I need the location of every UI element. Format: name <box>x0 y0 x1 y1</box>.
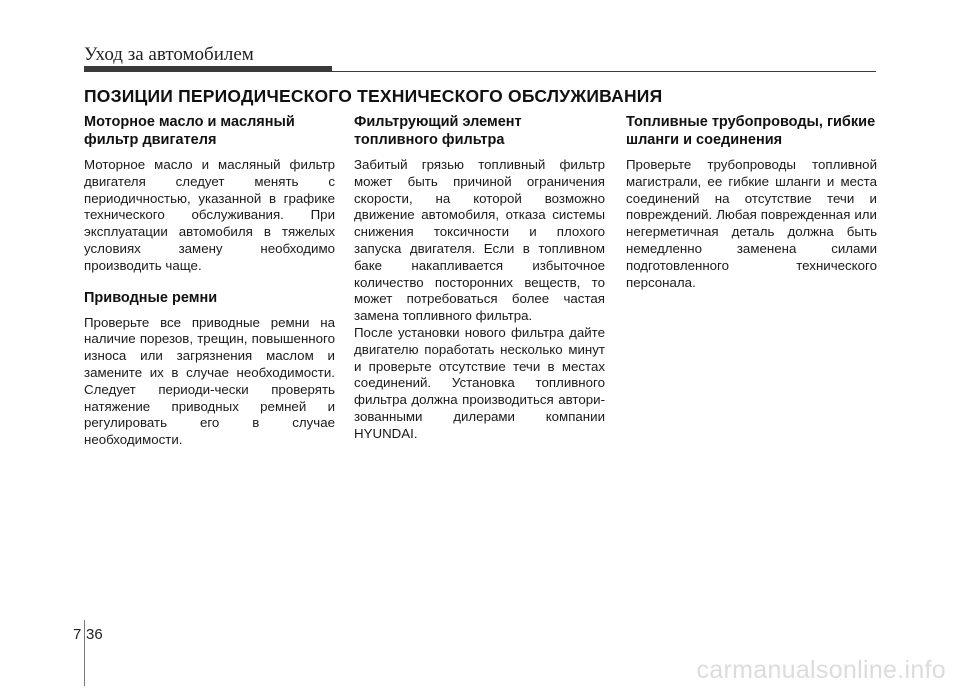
paragraph-engine-oil: Моторное масло и масляный фильтр двигателя следует менять с периодичностью, указанной в графике технического обслуживания. При эксплуатации автомобиля в тяжелых условиях замену необходимо производить чаще. <box>84 157 335 273</box>
heading-fuel-filter: Фильтрующий элемент топливного фильтра <box>354 114 522 148</box>
page-number <box>73 626 103 643</box>
paragraph-drive-belts: Проверьте все приводные ремни на наличие порезов, трещин, повышенного износа или загрязнения маслом и замените их в случае необходимости. Следует периоди-чески проверять натяжение приводных ремней и регулировать его в случае необходимости. <box>84 314 335 448</box>
chapter-title: Уход за автомобилем <box>84 44 254 65</box>
header-rule-thin <box>332 71 876 72</box>
chapter-number: 7 <box>73 626 82 643</box>
column-2 <box>354 113 605 443</box>
heading-engine-oil: Моторное масло и масляный фильтр двигателя <box>84 114 295 148</box>
heading-drive-belts: Приводные ремни <box>84 289 218 306</box>
paragraph-fuel-filter-1: Забитый грязью топливный фильтр может быть причиной ограничения скорости, на которой возможно движение автомобиля, отказа системы снижения токсичности и плохого запуска двигателя. Если в топливном баке накапливается избыточное количество посторонних веществ, то может потребоваться более частая замена топливного фильтра. <box>354 157 605 324</box>
page-number-value: 36 <box>86 626 103 643</box>
column-3 <box>626 113 877 291</box>
paragraph-fuel-lines: Проверьте трубопроводы топливной магистрали, ее гибкие шланги и места соединений на отсутствие течи и повреждений. Любая поврежденная или негерметичная деталь должна быть немедленно заменена силами подготовленного технического персонала. <box>626 157 877 290</box>
column-1 <box>84 113 335 449</box>
heading-fuel-lines: Топливные трубопроводы, гибкие шланги и соединения <box>626 114 876 148</box>
paragraph-fuel-filter-2: После установки нового фильтра дайте двигателю поработать несколько минут и проверьте отсутствие течи в местах соединений. Установка топливного фильтра должна производиться автори-зованными дилерами компании HYUNDAI. <box>354 324 605 441</box>
header-rule-thick <box>84 66 332 72</box>
watermark: carmanualsonline.info <box>696 656 946 684</box>
section-title: ПОЗИЦИИ ПЕРИОДИЧЕСКОГО ТЕХНИЧЕСКОГО ОБСЛУЖИВАНИЯ <box>84 86 663 106</box>
